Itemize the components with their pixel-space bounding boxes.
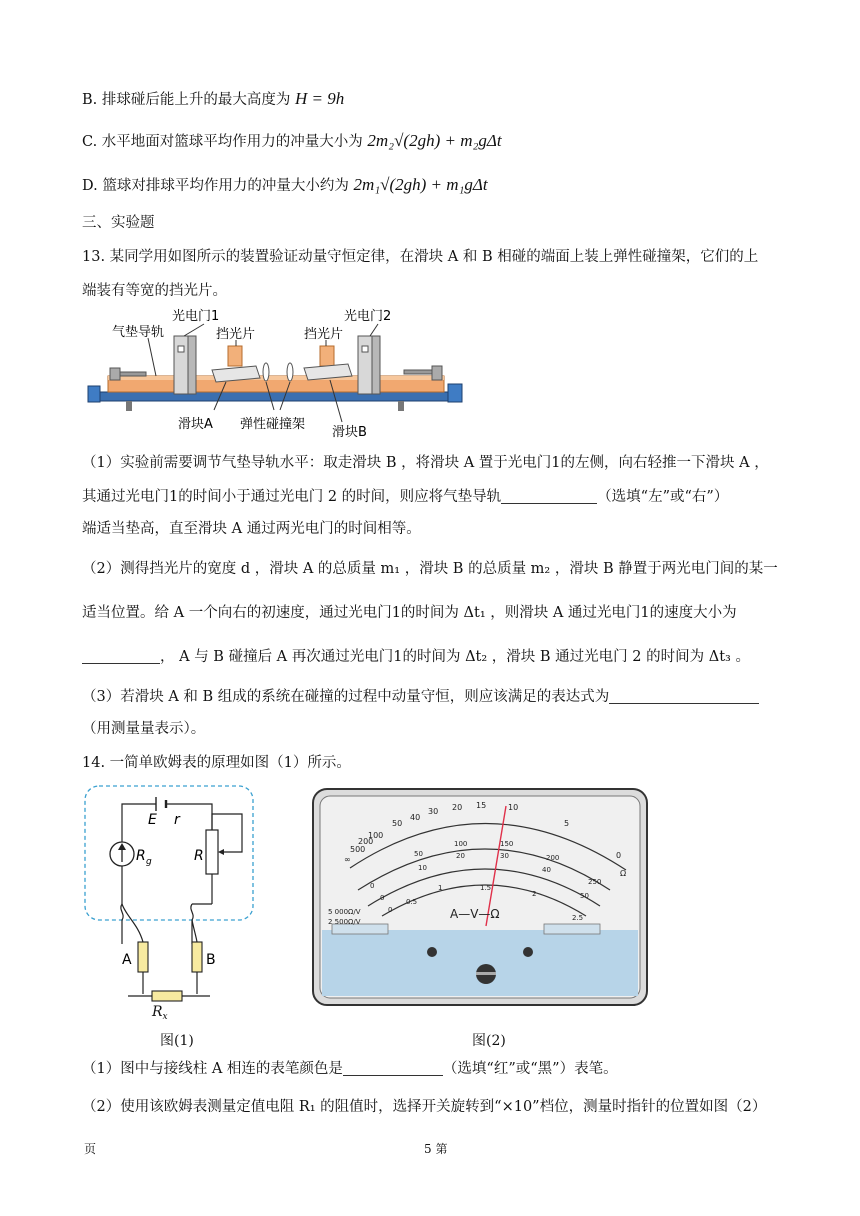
ohm-symbol: Ω [620,869,627,878]
low-tick-2: 2 [532,890,537,898]
low-tick-1-5: 1.5 [480,884,492,892]
q14-stem: 14. 一简单欧姆表的原理如图（1）所示。 [82,755,351,771]
q13-p2-line1: （2）测得挡光片的宽度 d ，滑块 A 的总质量 m₁ ，滑块 B 的总质量 m₂ ，滑块 B 静置于两光电门间的某一 [82,561,778,577]
label-flag1: 挡光片 [216,327,256,342]
multimeter-figure [310,786,650,1008]
label-r: r [174,812,180,828]
air-track-figure [86,306,466,442]
q13-p3-line1: （3）若滑块 A 和 B 组成的系统在碰撞的过程中动量守恒，则应该满足的表达式为 [82,686,759,708]
mid-tick-40: 40 [542,866,551,874]
ohm-tick-5: 5 [564,819,570,828]
label-rg-sub: g [146,857,152,867]
label-rx: $R_x$ [152,1004,168,1022]
q13-p3-line2: （用测量量表示）。 [82,721,206,737]
label-e: E [148,812,157,828]
label-b: B [206,952,216,968]
q13-p1-line1: （1）实验前需要调节气垫导轨水平：取走滑块 B ，将滑块 A 置于光电门1的左侧，向右轻推一下滑块 A ， [82,455,769,471]
mid-tick-30: 30 [500,852,509,860]
option-b: B. 排球碰后能上升的最大高度为 H = 9h [82,89,345,108]
label-rail: 气垫导轨 [112,325,165,340]
q13-stem-2: 端装有等宽的挡光片。 [82,283,227,299]
label-bumper: 弹性碰撞架 [240,417,306,432]
low-tick-2-5: 2.5 [572,914,584,922]
q13-p2-line3: ， A 与 B 碰撞后 A 再次通过光电门1的时间为 Δt₂ ，滑块 B 通过光电门 2 的时间为 Δt₃ 。 [82,646,750,668]
mid-tick-0: 0 [380,894,385,902]
footer-page: 5 第 [424,1142,448,1156]
fig2-caption: 图(2) [472,1033,506,1049]
ohm-tick-inf: ∞ [344,855,351,864]
ohm-tick-200: 200 [358,837,374,846]
mid-tick-50: 50 [580,892,589,900]
mid-tick-20: 20 [456,852,465,860]
q13-p1-line3: 端适当垫高，直至滑块 A 通过两光电门的时间相等。 [82,521,421,537]
low-tick-0: 0 [388,906,393,914]
low-tick-1: 1 [438,884,443,892]
option-c: C. 水平地面对篮球平均作用力的冲量大小为 2m₂√(2gh) + m₂gΔt [82,131,502,150]
upper-tick-0: 0 [370,882,375,890]
upper-tick-50: 50 [414,850,423,858]
meter-title: A—V—Ω [450,907,500,921]
ohm-tick-500: 500 [350,845,366,854]
answer-blank-4[interactable] [343,1059,443,1076]
label-a: A [122,952,132,968]
ohm-tick-0: 0 [616,851,622,860]
section-title: 三、实验题 [82,215,155,231]
q14-p2: （2）使用该欧姆表测量定值电阻 R₁ 的阻值时，选择开关旋转到“×10”档位，测量时指针的位置如图（2） [82,1099,767,1115]
option-c-formula: 2m₂√(2gh) + m₂gΔt [367,131,502,150]
label-slider-b: 滑块B [332,425,367,440]
label-gate1: 光电门1 [172,309,220,324]
upper-tick-200: 200 [546,854,560,862]
ohm-tick-50: 50 [392,819,403,828]
q13-p1-line2: 其通过光电门1的时间小于通过光电门 2 的时间，则应将气垫导轨 （选填“左”或“右”） [82,489,729,505]
label-rg: R [136,848,146,864]
ohm-tick-100: 100 [368,831,384,840]
label-slider-a: 滑块A [178,417,213,432]
answer-blank-2[interactable] [82,647,160,664]
answer-blank-1[interactable] [501,487,597,504]
answer-blank-3[interactable] [609,687,759,704]
footer-left: 页 [84,1142,97,1156]
upper-tick-250: 250 [588,878,602,886]
ohm-tick-30: 30 [428,807,439,816]
label-R: R [194,848,204,864]
ohm-tick-15: 15 [476,801,487,810]
upper-tick-100: 100 [454,840,468,848]
mid-tick-10: 10 [418,864,427,872]
ohm-tick-20: 20 [452,803,463,812]
label-flag2: 挡光片 [304,327,344,342]
q13-p2-line2: 适当位置。给 A 一个向右的初速度，通过光电门1的时间为 Δt₁ ，则滑块 A 通过光电门1的速度大小为 [82,605,737,621]
low-tick-0-5: 0.5 [406,898,418,906]
sensitivity-1: 5 000Ω/V [328,908,361,916]
ohm-tick-10: 10 [508,803,519,812]
ohmmeter-circuit-figure [82,784,262,1004]
label-gate2: 光电门2 [344,309,392,324]
q13-stem-1: 13. 某同学用如图所示的装置验证动量守恒定律，在滑块 A 和 B 相碰的端面上装上弹性碰撞架，它们的上 [82,249,759,265]
ohm-tick-40: 40 [410,813,421,822]
q14-p1: （1）图中与接线柱 A 相连的表笔颜色是 （选填“红”或“黑”）表笔。 [82,1061,618,1077]
option-d: D. 篮球对排球平均作用力的冲量大小约为 2m₁√(2gh) + m₁gΔt [82,175,488,194]
option-b-formula: H = 9h [294,89,345,108]
option-d-formula: 2m₁√(2gh) + m₁gΔt [353,175,488,194]
sensitivity-2: 2 500Ω/V [328,918,361,926]
fig1-caption: 图(1) [160,1033,194,1049]
upper-tick-150: 150 [500,840,514,848]
